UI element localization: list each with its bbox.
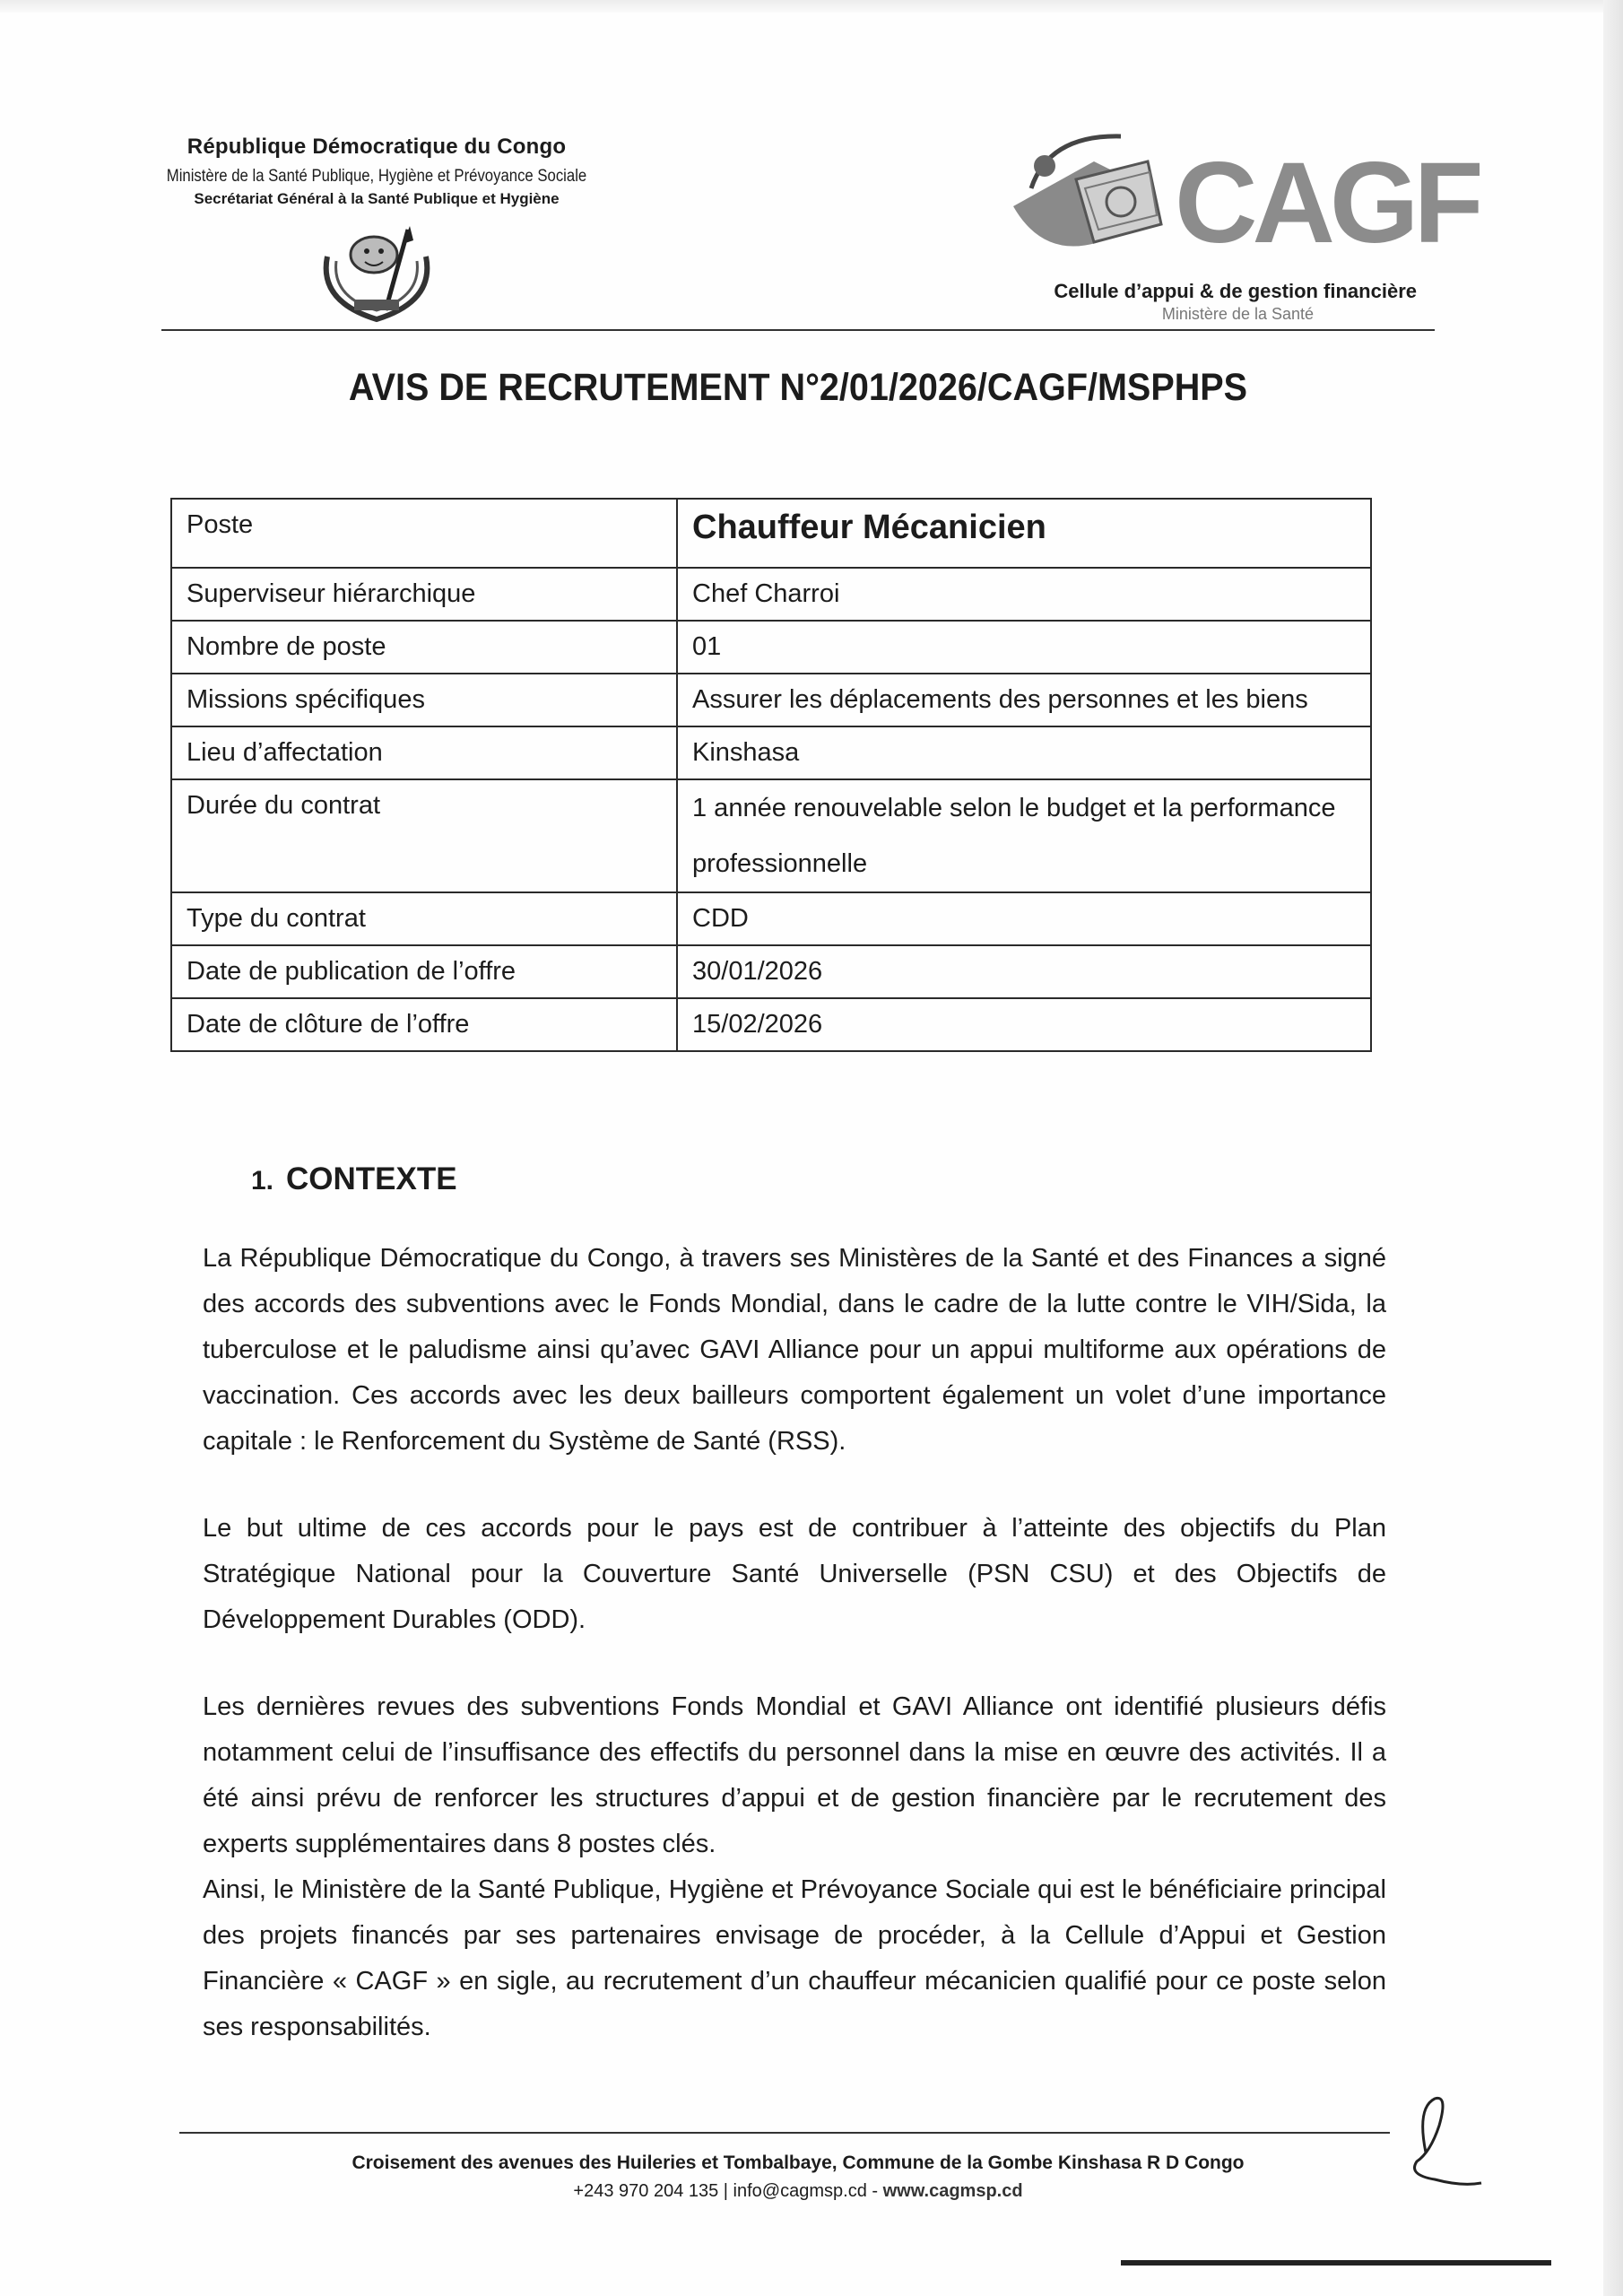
row-value: 30/01/2026 [677,945,1371,998]
coat-of-arms-icon [309,221,444,328]
secretariat-name: Secrétariat Général à la Santé Publique et Hygiène [194,190,560,207]
bottom-rule [1121,2260,1551,2266]
paragraph: La République Démocratique du Congo, à travers ses Ministères de la Santé et des Finances a signé des accords des subventions avec le Fonds Mondial, dans le cadre de la lutte contre le VIH/Sida, la tuberculose et le paludisme ainsi qu’avec GAVI Alliance pour un appui multiforme aux opérations de vaccination. Ces accords avec les deux bailleurs comportent également un volet d’une importance capitale : le Renforcement du Système de Santé (RSS). [203,1244,1386,1456]
page-title: AVIS DE RECRUTEMENT N°2/01/2026/CAGF/MSPHPS [348,366,1248,409]
row-label: Missions spécifiques [171,674,677,726]
row-label: Poste [171,499,677,568]
cellule-name: Cellule d’appui & de gestion financière [1054,280,1417,302]
row-label: Date de publication de l’offre [171,945,677,998]
section-title: CONTEXTE [286,1161,457,1196]
table-row [171,674,1371,726]
row-value: Kinshasa [677,726,1371,779]
paragraph: Les dernières revues des subventions Fonds Mondial et GAVI Alliance ont identifié plusieurs défis notamment celui de l’insuffisance des effectifs du personnel dans la mise en œuvre des activités. Il a été ainsi prévu de renforcer les structures d’appui et de gestion financière par le recrutement des experts supplémentaires dans 8 postes clés. [203,1692,1386,1858]
row-value: CDD [677,892,1371,945]
table-row [171,779,1371,892]
row-label: Durée du contrat [171,779,677,892]
table-row [171,726,1371,779]
row-value: 1 année renouvelable selon le budget et la performance professionnelle [677,779,1371,892]
republic-name: République Démocratique du Congo [187,135,567,159]
footer-website-link[interactable]: www.cagmsp.cd [882,2181,1023,2201]
row-label: Superviseur hiérarchique [171,568,677,621]
section-number: 1. [251,1166,274,1196]
row-value: 01 [677,621,1371,674]
header-rule [161,329,1435,331]
row-label: Date de clôture de l’offre [171,998,677,1051]
row-label: Lieu d’affectation [171,726,677,779]
table-row [171,892,1371,945]
row-value: Assurer les déplacements des personnes et les biens [677,674,1371,726]
row-label: Nombre de poste [171,621,677,674]
table-row [171,568,1371,621]
ministry-name: Ministère de la Santé Publique, Hygiène et Prévoyance Sociale [166,167,587,186]
table-row [171,621,1371,674]
scan-edge-top [0,0,1623,13]
footer-address: Croisement des avenues des Huileries et Tombalbaye, Commune de la Gombe Kinshasa R D Congo [352,2152,1245,2173]
footer-rule [179,2132,1390,2134]
table-row [171,998,1371,1051]
context-body [203,1236,1386,2050]
cagf-logo [995,126,1497,269]
row-label: Type du contrat [171,892,677,945]
scan-edge-right [1603,0,1623,2296]
footer-phone-email: +243 970 204 135 | info@cagmsp.cd - [573,2181,883,2201]
footer-contact [161,2181,1435,2202]
table-row [171,499,1371,568]
row-value: 15/02/2026 [677,998,1371,1051]
section-heading [251,1161,457,1197]
job-info-table [170,498,1372,1052]
cagf-logo-text: CAGF [1175,139,1479,267]
header-left [135,135,619,328]
row-value: Chef Charroi [677,568,1371,621]
paragraph: Ainsi, le Ministère de la Santé Publique, Hygiène et Prévoyance Sociale qui est le bénéficiaire principal des projets financés par ses partenaires envisage de procéder, à la Cellule d’Appui et Gestion Financière « CAGF » en sigle, au recrutement d’un chauffeur mécanicien qualifié pour ce poste selon ses responsabilités. [203,1875,1386,2041]
paragraph: Le but ultime de ces accords pour le pays est de contribuer à l’atteinte des objectifs du Plan Stratégique National pour la Couverture Santé Universelle (PSN CSU) et des Objectifs de Développement Durables (ODD). [203,1514,1386,1634]
ministere-sante: Ministère de la Santé [1161,305,1314,323]
table-row [171,945,1371,998]
job-title-value: Chauffeur Mécanicien [677,499,1371,568]
